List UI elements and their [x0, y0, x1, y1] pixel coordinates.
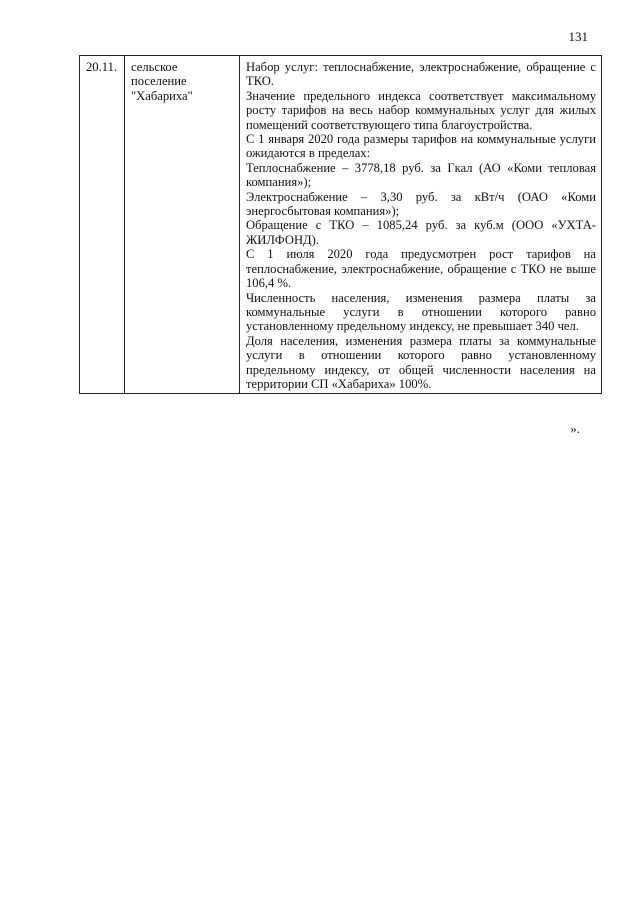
- description-cell: [240, 56, 602, 394]
- closing-quote-mark: ».: [570, 421, 580, 436]
- page-number: 131: [568, 29, 588, 44]
- table-row: [80, 56, 602, 394]
- waste-tariff-paragraph: Обращение с ТКО – 1085,24 руб. за куб.м (ООО «УХТА-ЖИЛФОНД).: [246, 218, 596, 247]
- population-count-paragraph: Численность населения, изменения размера платы за коммунальные услуги в отношении которого равно установленному предельному индексу, не превышает 340 чел.: [246, 290, 596, 334]
- july-growth-paragraph: С 1 июля 2020 года предусмотрен рост тарифов на теплоснабжение, электроснабжение, обращение с ТКО не выше 106,4 %.: [246, 247, 596, 291]
- services-set-paragraph: Набор услуг: теплоснабжение, электроснабжение, обращение с ТКО.: [246, 60, 596, 89]
- population-share-paragraph: Доля населения, изменения размера платы за коммунальные услуги в отношении которого равно установленному предельному индексу, от общей численности населения на территории СП «Хабариха» 100%.: [246, 333, 596, 391]
- settlement-cell: сельское поселение "Хабариха": [125, 56, 240, 394]
- index-paragraph: Значение предельного индекса соответствует максимальному росту тарифов на весь набор коммунальных услуг для жилых помещений соответствующего типа благоустройства.: [246, 88, 596, 132]
- electricity-tariff-paragraph: Электроснабжение – 3,30 руб. за кВт/ч (ОАО «Коми энергосбытовая компания»);: [246, 189, 596, 219]
- tariffs-intro-paragraph: С 1 января 2020 года размеры тарифов на коммунальные услуги ожидаются в пределах:: [246, 132, 596, 161]
- row-number-cell: 20.11.: [80, 56, 125, 394]
- tariff-table: [79, 55, 602, 394]
- heat-tariff-paragraph: Теплоснабжение – 3778,18 руб. за Гкал (АО «Коми тепловая компания»);: [246, 160, 596, 190]
